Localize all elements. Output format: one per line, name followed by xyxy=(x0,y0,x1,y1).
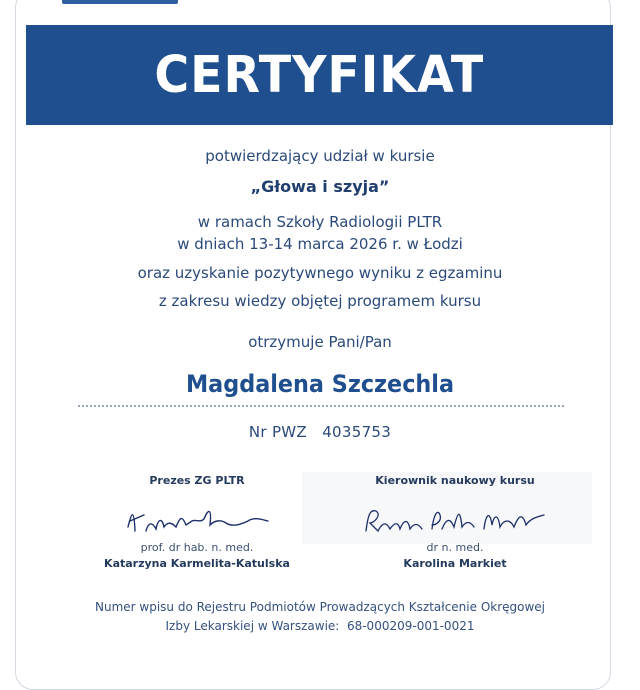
name-underline xyxy=(78,405,564,407)
body-line: w ramach Szkoły Radiologii PLTR xyxy=(197,213,443,231)
logo-fragment xyxy=(62,0,178,4)
handwritten-signature-icon xyxy=(360,501,550,537)
pwz-number: Nr PWZ 4035753 xyxy=(248,423,392,441)
signature-block-president xyxy=(72,474,322,570)
intro-text: potwierdzający udział w kursie xyxy=(205,147,435,165)
certificate-title: CERTYFIKAT xyxy=(154,45,485,105)
body-line: oraz uzyskanie pozytywnego wyniku z egzaminu xyxy=(137,264,503,282)
receives-text: otrzymuje Pani/Pan xyxy=(248,333,392,351)
recipient-name: Magdalena Szczechla xyxy=(185,370,455,398)
handwritten-signature-icon xyxy=(122,501,272,537)
signature-name: Karolina Markiet xyxy=(403,557,507,570)
register-line: Numer wpisu do Rejestru Podmiotów Prowadzących Kształcenie Okręgowej xyxy=(94,600,546,614)
signature-title: dr n. med. xyxy=(426,541,484,554)
signature-title: prof. dr hab. n. med. xyxy=(140,541,254,554)
body-line: z zakresu wiedzy objętej programem kursu xyxy=(158,292,482,310)
register-line: Izby Lekarskiej w Warszawie: 68-000209-001-0021 xyxy=(165,619,475,633)
signature-block-scientific-lead xyxy=(330,474,580,570)
title-banner xyxy=(26,25,613,125)
body-line: w dniach 13-14 marca 2026 r. w Łodzi xyxy=(177,235,463,253)
signature-name: Katarzyna Karmelita-Katulska xyxy=(104,557,290,570)
signature-heading: Kierownik naukowy kursu xyxy=(375,474,535,487)
course-name: „Głowa i szyja” xyxy=(250,177,390,196)
signature-heading: Prezes ZG PLTR xyxy=(149,474,245,487)
